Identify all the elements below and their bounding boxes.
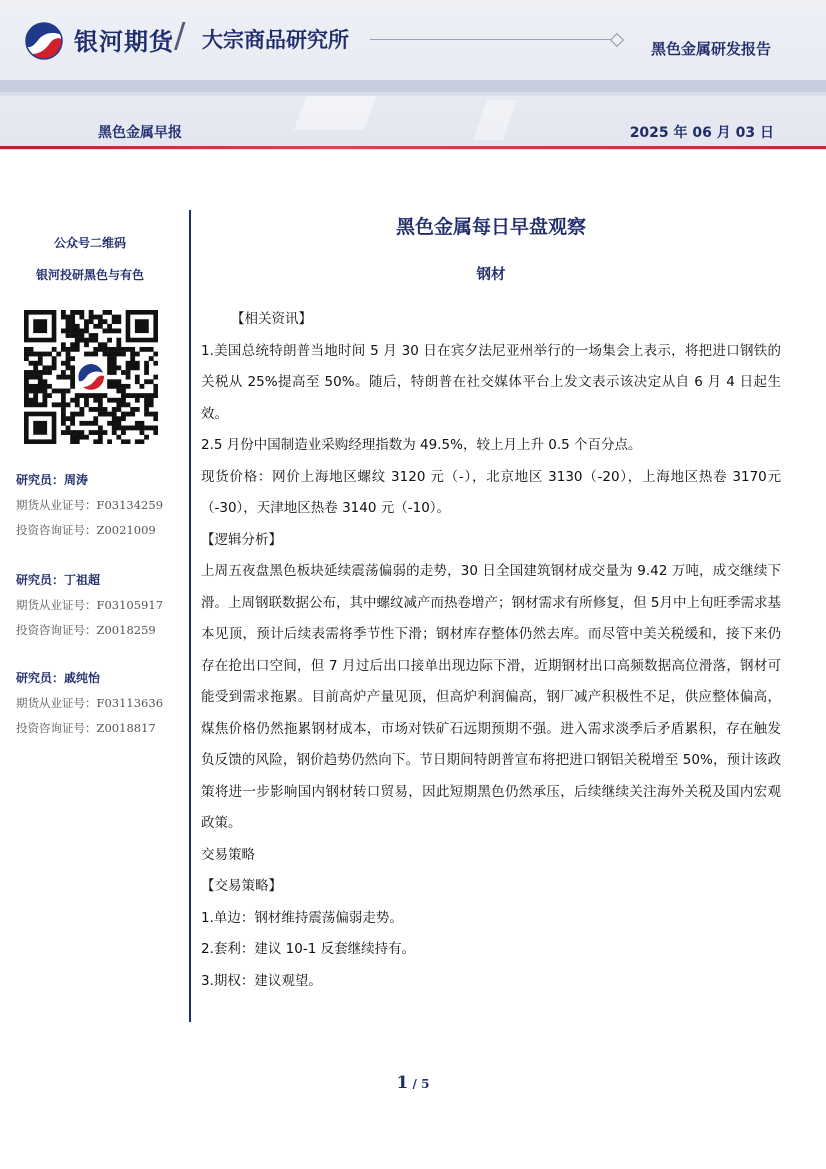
spot-prices: 现货价格：网价上海地区螺纹 3120 元（-），北京地区 3130（-20），上海地区热卷 3170元（-30），天津地区热卷 3140 元（-10）。 [201,468,781,516]
header-line [370,39,616,40]
main-content [201,206,781,997]
strategy-label: 交易策略 [201,846,255,863]
futures-cert: 期货从业证号：F03105917 [16,598,164,612]
section-heading-strategy: 【交易策略】 [201,878,282,894]
header-decoration [473,100,518,140]
analyst-name: 研究员：戚纯怡 [16,671,101,685]
analyst-name: 研究员：丁祖超 [16,573,101,587]
strategy-item: 1.单边：钢材维持震荡偏弱走势。 [201,909,403,926]
page-current: 1 [396,1073,409,1093]
report-date: 2025 年 06 月 03 日 [629,125,774,141]
page-number [0,1073,826,1093]
futures-cert: 期货从业证号：F03134259 [16,498,164,512]
strategy-item: 2.套利：建议 10-1 反套继续持有。 [201,941,416,957]
analyst-block [16,468,163,543]
analyst-block [16,666,163,741]
page-header [0,0,826,150]
section-heading-analysis: 【逻辑分析】 [201,531,282,548]
invest-cert: 投资咨询证号：Z0018259 [16,623,156,637]
section-heading-news: 【相关资讯】 [231,311,312,327]
qr-code[interactable] [24,310,158,444]
document-title: 黑色金属每日早盘观察 [395,216,586,238]
header-band [0,80,826,92]
invest-cert: 投资咨询证号：Z0021009 [16,523,156,537]
invest-cert: 投资咨询证号：Z0018817 [16,721,156,735]
analyst-block [16,568,163,643]
report-type: 黑色金属研发报告 [650,40,771,58]
galaxy-logo-icon [24,21,64,61]
futures-cert: 期货从业证号：F03113636 [16,696,164,710]
diamond-icon [610,33,624,47]
page-separator: / [408,1077,422,1091]
header-decoration [294,96,376,130]
account-name: 银河投研黑色与有色 [35,268,144,282]
sidebar-divider [189,210,191,1022]
strategy-item: 3.期权：建议观望。 [201,972,322,989]
qr-caption: 公众号二维码 [53,236,126,250]
news-item: 1.美国总统特朗普当地时间 5 月 30 日在宾夕法尼亚州举行的一场集会上表示，将把进口钢铁的关税从 25%提高至 50%。随后，特朗普在社交媒体平台上发文表示该决定从自 6 月 4 日起生效。 [201,342,781,422]
section-title: 钢材 [476,267,506,283]
news-item: 2.5 月份中国制造业采购经理指数为 49.5%，较上月上升 0.5 个百分点。 [201,437,642,453]
header-red-rule [0,146,826,149]
institute-name: 大宗商品研究所 [202,28,349,52]
header-band-light [0,92,826,96]
analysis-text: 上周五夜盘黑色板块延续震荡偏弱的走势，30 日全国建筑钢材成交量为 9.42 万吨，成交继续下滑。上周钢联数据公布，其中螺纹减产而热卷增产；钢材需求有所修复，但 5月中上旬旺季需求基本见顶，预计后续表需将季节性下滑；钢材库存整体仍然去库。而尽管中美关税缓和，接下来仍存在抢出口空间，但 7 月过后出口接单出现边际下滑，近期钢材出口高频数据高位滑落，钢材可能受到需求拖累。目前高炉产量见顶，但高炉利润偏高，钢厂减产积极性不足，供应整体偏高，煤焦价格仍然拖累钢材成本，市场对铁矿石远期预期不强。进入需求淡季后矛盾累积，存在触发负反馈的风险，钢价趋势仍然向下。节日期间特朗普宣布将把进口钢铝关税增至 50%，预计该政策将进一步影响国内钢材转口贸易，因此短期黑色仍然承压，后续继续关注海外关税及国内宏观政策。 [201,563,781,831]
brand-name: 银河期货 [74,28,174,56]
page-total: 5 [421,1077,430,1091]
report-subtitle: 黑色金属早报 [98,125,182,141]
brand-separator: / [174,16,186,56]
analyst-name: 研究员：周涛 [16,473,89,487]
